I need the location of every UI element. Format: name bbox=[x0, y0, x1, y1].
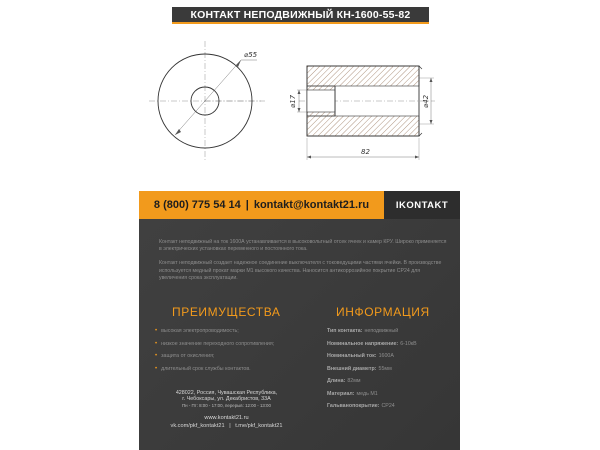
info-heading: ИНФОРМАЦИЯ bbox=[336, 305, 430, 319]
list-item: • низкое значение переходного сопротивления; bbox=[155, 340, 275, 347]
advantages-heading: ПРЕИМУЩЕСТВА bbox=[172, 305, 281, 319]
bullet-icon: • bbox=[155, 328, 158, 335]
technical-drawing bbox=[139, 26, 460, 186]
working-hours: Пн - Пт: 8:00 - 17:00, перерыв: 12:00 - 13:00 bbox=[182, 402, 271, 408]
list-item: • защита от окисления; bbox=[155, 353, 215, 360]
vk-link[interactable]: vk.com/pkf_kontakt21 bbox=[170, 423, 225, 429]
info-row: Номинальное напряжение: 6-10кВ bbox=[327, 340, 417, 347]
product-description bbox=[159, 239, 449, 289]
email-link[interactable]: kontakt@kontakt21.ru bbox=[253, 199, 370, 211]
list-item: • высокая электропроводимость; bbox=[155, 328, 239, 335]
description-paragraph: Контакт неподвижный создает надежное соединение выключателя с токоведущими частями ячейки. В производстве используется медный прокат марки М1 высокого качества. Наносится антикоррозийное покрытие СР24 для увеличения срока эксплуатации. bbox=[159, 260, 442, 281]
telegram-link[interactable]: t.me/pkf_kontakt21 bbox=[235, 423, 283, 429]
bullet-icon: • bbox=[155, 365, 158, 372]
side-diameter-label: ⌀42 bbox=[422, 94, 430, 108]
advantages-list bbox=[155, 325, 305, 375]
social-separator: | bbox=[229, 423, 231, 429]
social-links bbox=[139, 422, 314, 430]
info-row: Тип контакта: неподвижный bbox=[327, 328, 399, 335]
product-title: КОНТАКТ НЕПОДВИЖНЫЙ КН-1600-55-82 bbox=[172, 7, 429, 24]
description-paragraph: Контакт неподвижный на ток 1600А устанавливается в высоковольтный отсек ячеек и камер КРУ. Широко применяется в электрических установках переменного и постоянного тока. bbox=[159, 239, 447, 253]
outer-diameter-label: ⌀55 bbox=[244, 51, 258, 59]
info-row: Материал: медь М1 bbox=[327, 390, 378, 397]
contact-band bbox=[139, 191, 460, 219]
info-row: Внешний диаметр: 55мм bbox=[327, 365, 392, 372]
address-line: 428022, Россия, Чувашская Республика, bbox=[175, 390, 278, 396]
details-panel bbox=[139, 219, 460, 450]
info-row: Длина: 82мм bbox=[327, 378, 361, 385]
inner-diameter-label: ⌀17 bbox=[289, 94, 297, 108]
info-list bbox=[327, 325, 457, 413]
product-sheet bbox=[139, 0, 460, 450]
bullet-icon: • bbox=[155, 340, 158, 347]
company-address bbox=[139, 390, 314, 409]
side-view bbox=[289, 66, 435, 160]
web-links bbox=[139, 414, 314, 430]
brand-logo: IKONTAKT bbox=[395, 199, 449, 211]
contact-separator: | bbox=[245, 199, 249, 211]
info-row: Гальванопокрытие: СР24 bbox=[327, 403, 395, 410]
website-link[interactable]: www.kontakt21.ru bbox=[204, 415, 249, 421]
front-view bbox=[149, 41, 265, 160]
length-label: 82 bbox=[361, 148, 370, 156]
phone-link[interactable]: 8 (800) 775 54 14 bbox=[153, 199, 241, 211]
address-line: г. Чебоксары, ул. Декабристов, 33А bbox=[182, 396, 271, 403]
info-row: Номинальный ток: 1600А bbox=[327, 353, 394, 360]
list-item: • длительный срок службы контактов. bbox=[155, 365, 251, 372]
bullet-icon: • bbox=[155, 353, 158, 360]
contact-info bbox=[139, 191, 384, 219]
